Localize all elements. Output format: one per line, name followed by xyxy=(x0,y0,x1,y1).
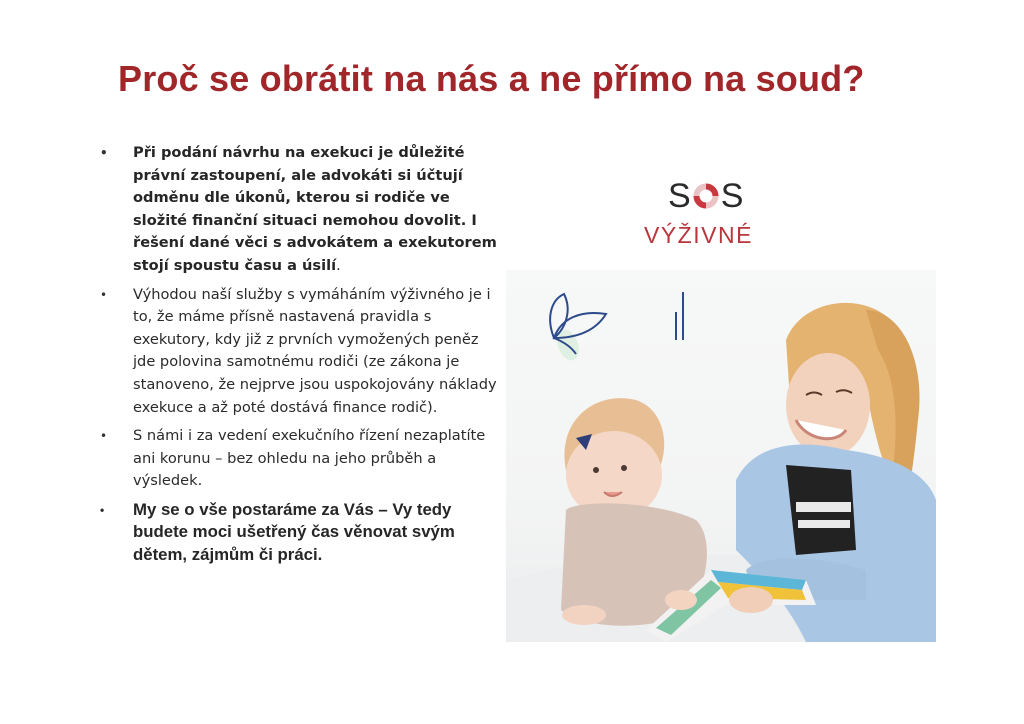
slide-title: Proč se obrátit na nás a ne přímo na soud? xyxy=(118,58,865,99)
bullet-symbol: • xyxy=(100,502,105,517)
bullet-3-text: S námi i za vedení exekučního řízení nezaplatíte ani korunu – bez ohledu na jeho průběh a výsledek. xyxy=(133,427,486,490)
bullet-1-tail: . xyxy=(336,256,341,274)
bullet-symbol: • xyxy=(100,287,108,302)
bullet-item-2 xyxy=(100,284,500,420)
leaf-decor-icon xyxy=(550,294,606,363)
bullet-4-text: My se o vše postaráme za Vás – Vy tedy budete moci ušetřený čas věnovat svým dětem, zájmům či práci. xyxy=(133,499,455,564)
logo-s-right: S xyxy=(720,176,744,215)
bullet-list xyxy=(100,142,500,572)
bullet-symbol: • xyxy=(100,146,108,160)
bullet-1-text: Při podání návrhu na exekuci je důležité právní zastoupení, ale advokáti si účtují odměnu dle úkonů, kterou si rodiče ve složité finanční situaci nemohou dovolit. I řešení dané věci s advokátem a exekutorem stojí spoustu času a úsilí xyxy=(133,144,497,274)
logo-sos-mark xyxy=(668,176,743,216)
logo-wordmark: VÝŽIVNÉ xyxy=(644,222,753,248)
bullet-item-4 xyxy=(100,499,500,567)
sos-vyzivne-logo xyxy=(640,176,770,256)
photo-illustration xyxy=(506,270,936,642)
mother-child-reading-photo xyxy=(506,270,936,642)
lifebuoy-icon xyxy=(693,183,719,209)
line-decor-icon xyxy=(676,292,683,340)
bullet-symbol: • xyxy=(100,429,108,444)
logo-s-left: S xyxy=(668,176,691,215)
bullet-2-text: Výhodou naší služby s vymáháním výživného je i to, že máme přísně nastavená pravidla s exekutory, kdy již z prvních vymožených peněz jde polovina samotnému rodiči (ze zákona je stanoveno, že nejprve jsou uspokojovány náklady exekuce a až poté dostává finance rodič). xyxy=(133,285,497,416)
bullet-item-1 xyxy=(100,142,500,278)
bullet-item-3 xyxy=(100,425,500,493)
